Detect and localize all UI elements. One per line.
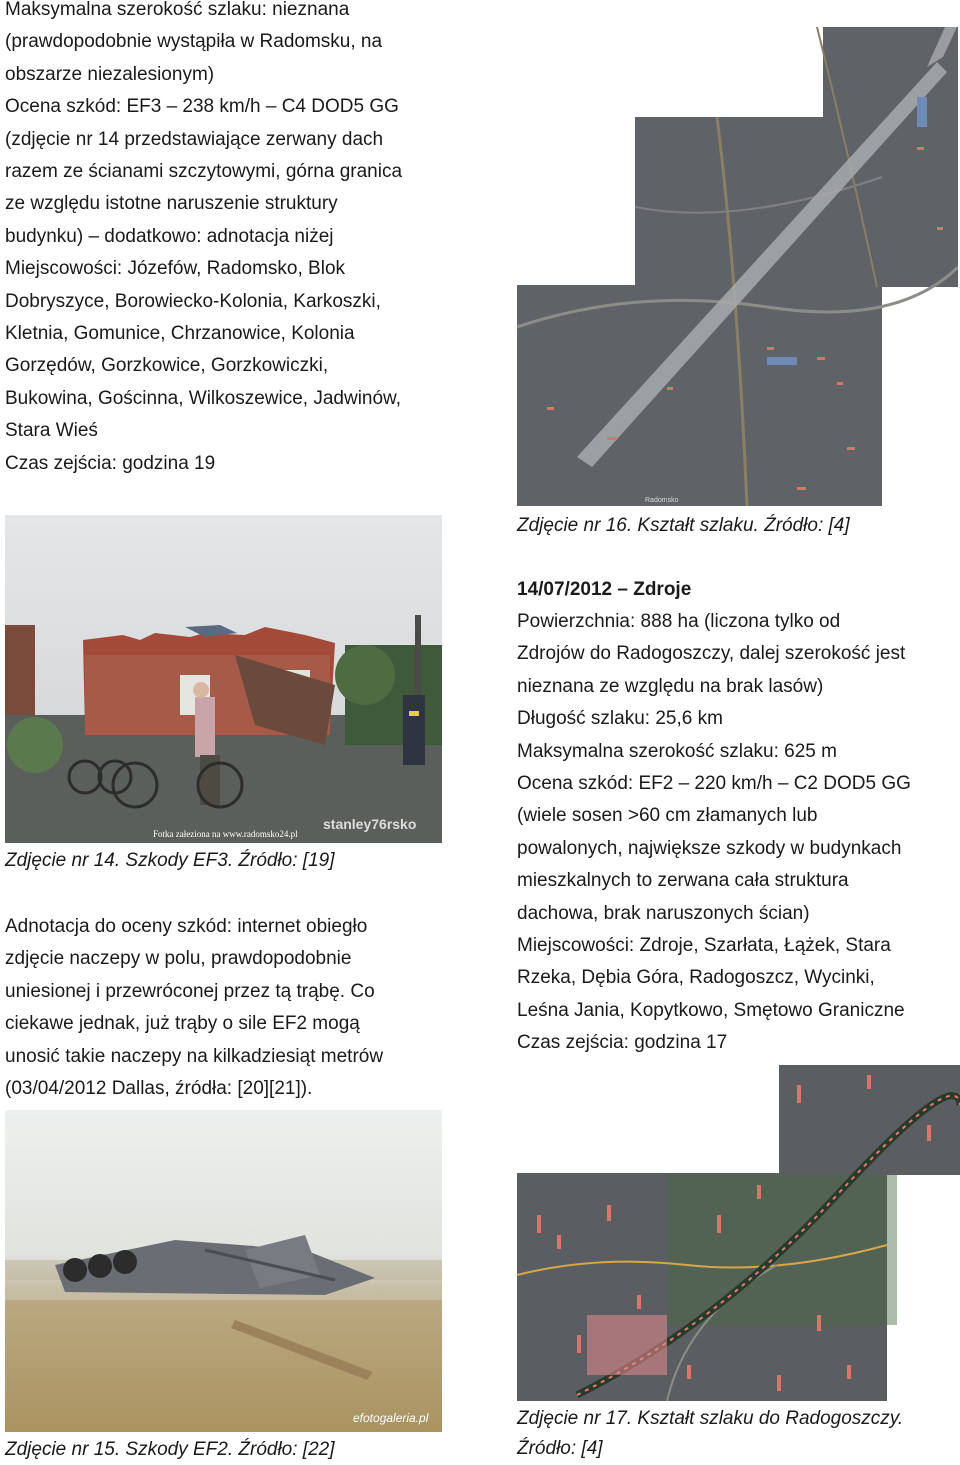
photo-15-overturned-trailer [5,1110,442,1432]
caption-map-16: Zdjęcie nr 16. Kształt szlaku. Źródło: [4] [517,515,850,536]
map-17-track-to-radogoszcz [517,1065,960,1401]
photo-15-watermark: efotogaleria.pl [353,1411,429,1425]
map-16-track-shape [517,27,958,506]
photo-14-watermark-left: Fotka załeziona na www.radomsko24.pl [153,829,298,839]
annotation-paragraph: Adnotacja do oceny szkód: internet obiegło zdjęcie naczepy w polu, prawdopodobnie uniesionej i przewróconej przez tą trąbę. Co ciekawe jednak, już trąby o sile EF2 mogą unosić takie naczepy na kilkadziesiąt metrów (03/04/2012 Dallas, źródła: [20][21]). [5,916,384,1100]
caption-photo-14: Zdjęcie nr 14. Szkody EF3. Źródło: [19] [5,850,335,871]
caption-map-17: Zdjęcie nr 17. Kształt szlaku do Radogoszczy. Źródło: [4] [517,1408,904,1459]
photo-14-watermark-right: stanley76rsko [323,816,417,832]
event-heading-zdroje: 14/07/2012 – Zdroje [517,579,692,600]
damage-description-ef3: Maksymalna szerokość szlaku: nieznana (prawdopodobnie wystąpiła w Radomsku, na obszarze niezalesionym) Ocena szkód: EF3 – 238 km/h – C4 DOD5 GG (zdjęcie nr 14 przedstawiające zerwany dach razem ze ścianami szczytowymi, górna granica ze względu istotne naruszenie struktury budynku) – dodatkowo: adnotacja niżej Miejscowości: Józefów, Radomsko, Blok Dobryszyce, Borowiecko-Kolonia, Karkoszki, Kletnia, Gomunice, Chrzanowice, Kolonia Gorzędów, Gorzkowice, Gorzkowiczki, Bukowina, Gościnna, Wilkoszewice, Jadwinów, Stara Wieś Czas zejścia: godzina 19 [5,0,403,474]
photo-14-ef3-damage [5,515,442,843]
damage-description-ef2: Powierzchnia: 888 ha (liczona tylko od Zdrojów do Radogoszczy, dalej szerokość jest nieznana ze względu na brak lasów) Długość szlaku: 25,6 km Maksymalna szerokość szlaku: 625 m Ocena szkód: EF2 – 220 km/h – C2 DOD5 GG (wiele sosen >60 cm złamanych lub powalonych, największe szkody w budynkach mieszkalnych to zerwana cała struktura dachowa, brak naruszonych ścian) Miejscowości: Zdroje, Szarłata, Łążek, Stara Rzeka, Dębia Góra, Radogoszcz, Wycinki, Leśna Jania, Kopytkowo, Smętowo Graniczne Czas zejścia: godzina 17 [517,611,911,1054]
map-16-radomsko-label: Radomsko [645,497,679,504]
caption-photo-15: Zdjęcie nr 15. Szkody EF2. Źródło: [22] [5,1439,335,1460]
